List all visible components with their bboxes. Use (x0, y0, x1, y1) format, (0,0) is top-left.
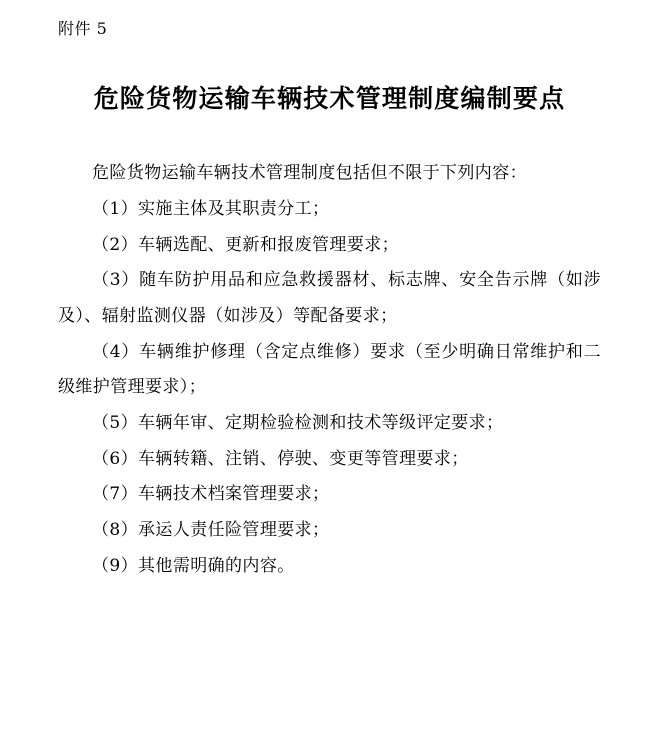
list-item: （5）车辆年审、定期检验检测和技术等级评定要求； (92, 412, 504, 433)
list-item: （1）实施主体及其职责分工； (92, 198, 330, 219)
document-page (0, 18, 659, 730)
list-item: （6）车辆转籍、注销、停驶、变更等管理要求； (92, 448, 469, 469)
list-item: （2）车辆选配、更新和报废管理要求； (92, 234, 400, 255)
intro-paragraph: 危险货物运输车辆技术管理制度包括但不限于下列内容： (92, 163, 527, 184)
attachment-label: 附件 5 (58, 19, 108, 38)
list-item: （4）车辆维护修理（含定点维修）要求（至少明确日常维护和二级维护管理要求）； (58, 341, 601, 398)
list-item: （8）承运人责任险管理要求； (92, 520, 330, 541)
list-item: （9）其他需明确的内容。 (92, 555, 295, 576)
list-item: （7）车辆技术档案管理要求； (92, 484, 330, 505)
list-item: （3）随车防护用品和应急救援器材、标志牌、安全告示牌（如涉及）、辐射监测仪器（如涉及）等配备要求； (58, 270, 601, 326)
page-title: 危险货物运输车辆技术管理制度编制要点 (93, 84, 566, 114)
document-body (58, 156, 601, 584)
